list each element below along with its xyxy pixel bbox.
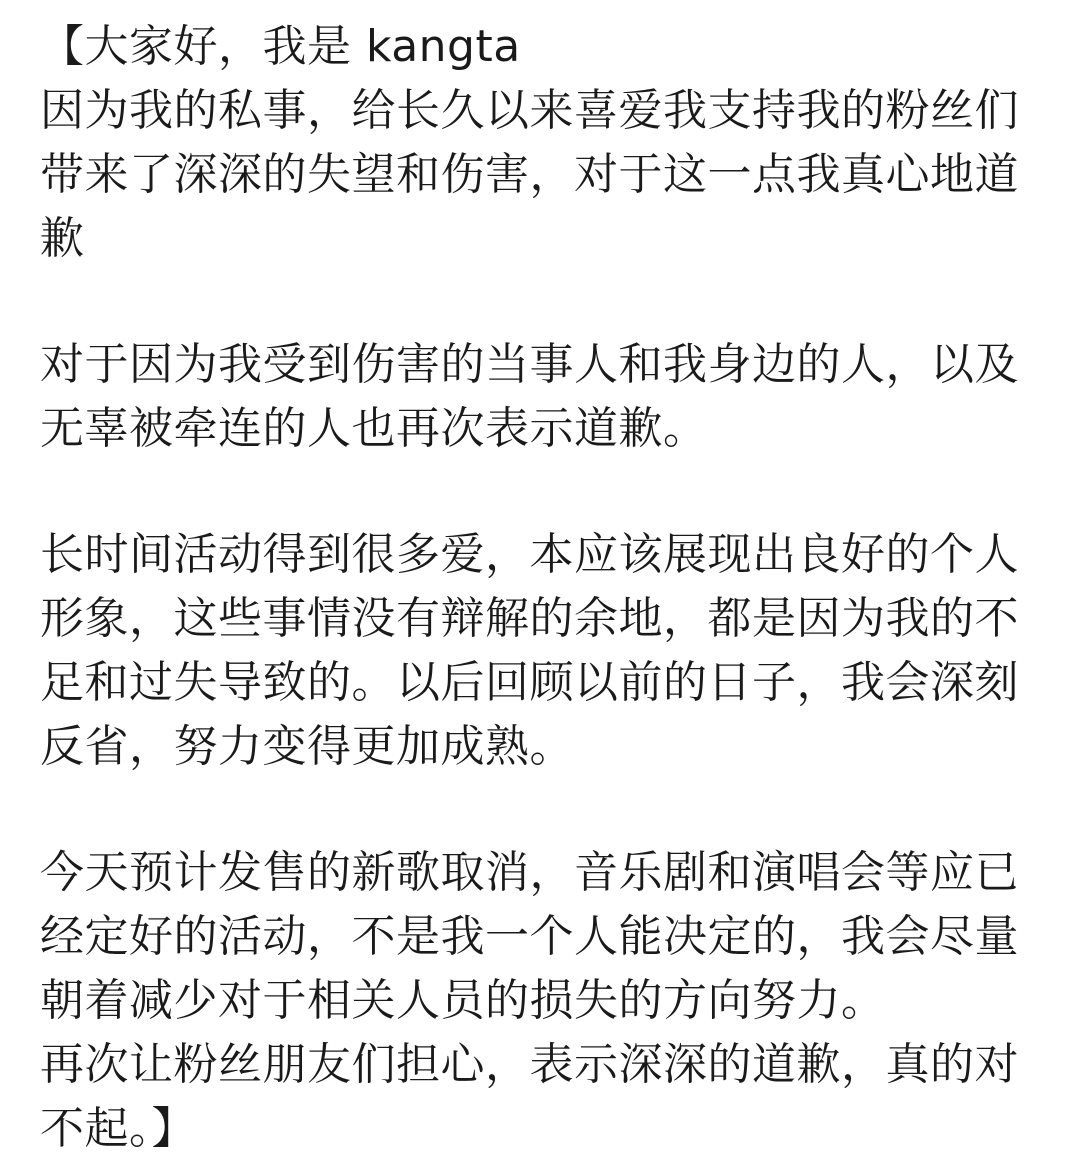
statement-line: 朝着减少对于相关人员的损失的方向努力。 [40, 975, 886, 1026]
statement-line: 【大家好，我是 kangta [40, 21, 521, 72]
statement-line: 再次让粉丝朋友们担心，表示深深的道歉，真的对 [40, 1039, 1019, 1090]
statement-line: 经定好的活动，不是我一个人能决定的，我会尽量 [40, 911, 1019, 962]
cropped-text-fragment [40, 0, 1040, 4]
statement-line: 反省，努力变得更加成熟。 [40, 721, 574, 772]
statement-line: 对于因为我受到伤害的当事人和我身边的人，以及 [40, 339, 1019, 390]
statement-line: 无辜被牵连的人也再次表示道歉。 [40, 403, 708, 454]
statement-line: 带来了深深的失望和伤害，对于这一点我真心地道 [40, 149, 1019, 200]
statement-line: 歉 [40, 213, 85, 264]
statement-line: 今天预计发售的新歌取消，音乐剧和演唱会等应已 [40, 847, 1019, 898]
statement-line: 长时间活动得到很多爱，本应该展现出良好的个人 [40, 529, 1019, 580]
statement-line: 足和过失导致的。以后回顾以前的日子，我会深刻 [40, 657, 1019, 708]
statement-line: 形象，这些事情没有辩解的余地，都是因为我的不 [40, 593, 1019, 644]
statement-line: 不起。】 [40, 1103, 196, 1154]
statement-line: 因为我的私事，给长久以来喜爱我支持我的粉丝们 [40, 85, 1019, 136]
